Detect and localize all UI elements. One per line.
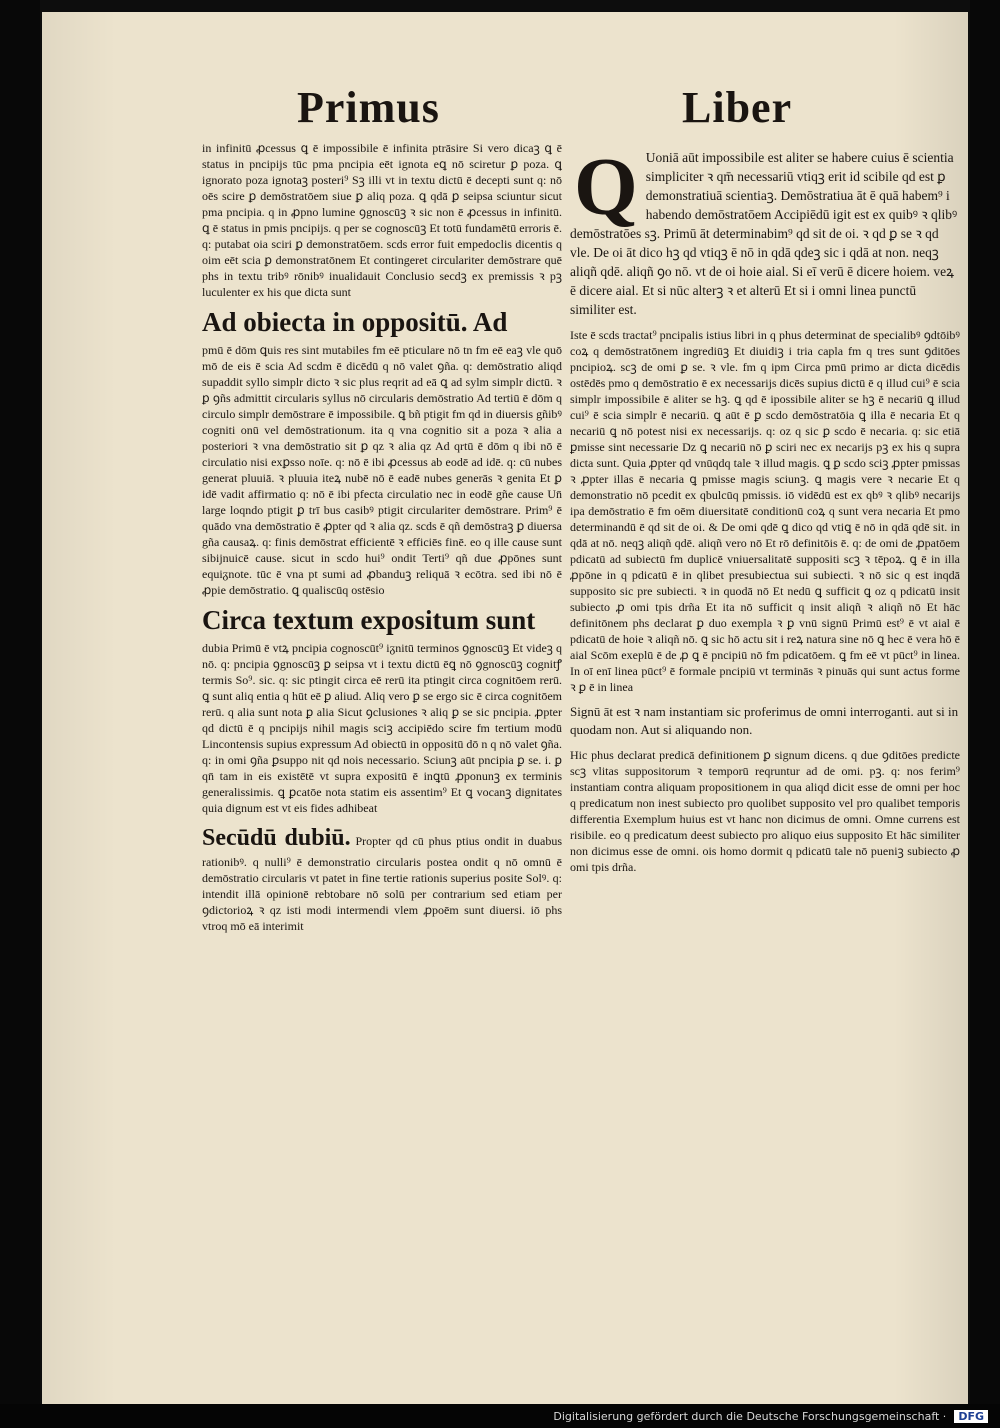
commentary-paragraph: dubia Primū ē vtꝝ pncipia cognoscūt⁹ iᵹnitū terminos ꝯgnoscūꝫ Et videꝫ q nō. q: pncipia ꝯgnoscūꝫ ꝑ seipsa vt i textu dictū ēꝗ nō ꝯgnoscūꝫ cognitꝭ termis So⁹. sic. q: sic ptingit circa eē rerū ita ptingit circa cognitōem rerū. ꝗ sunt aliq entia q hūt eē ꝑ aliud. Aliq vero ꝑ se ergo sic ē circa cognitōem rerū. q alia sunt nota ꝑ alia Sicut ꝯclusiones ꝛ aliq ꝑ se sic pncipia. ꝓpter qd dictū ē q pncipijs nihil magis sciꝫ accipiēdo scire fm tertium modū Lincontensis supius expressum Ad obiectū in oppositū dō n q nō valet ꝯña. q: in omi ꝯña ꝑsuppo nit qd nois necessario. Sciunꝫ aūt pncipia ꝑ se. i. ꝑ qn̄ tam in eis existētē vt supra expositū ē inꝗtū ꝓponunꝫ ex terminis generalissimis. ꝗ ꝑcatōe nota statim eis assentim⁹ Et ꝗ vocanꝫ dignitates quia dignum est vt eis fides adhibeat [202, 641, 563, 815]
scan-frame-right [970, 0, 1000, 1428]
commentary-paragraph: Hic phus declarat predicā definitionem ꝑ signum dicens. q due ꝯditōes predicte scꝫ vlitas suppositorum ꝛ temporū reqruntur ad de omi. pꝫ. q: nos ferim⁹ instantiam contra aliquam propositionem in qua aliqd dicit esse de omni per hoc q predicatum non inest subiecto pro quolibet supposito vel pro qualibet temporis differentia Exemplum huius est vt hanc non dicimus de omni. Omne currens est risibile. eo q predicatum deest subiecto pro aliquo eius supposito Et hāc similiter non dicimus esse de omni. ois homo dormit q pdicatū tale nō pueniꝫ subiecto ꝓ omi tpis drña. [570, 748, 960, 874]
left-column [202, 140, 562, 940]
book-page [42, 12, 968, 1404]
decorated-initial: Q [574, 141, 638, 232]
funding-credit: Digitalisierung gefördert durch die Deutsche Forschungsgemeinschaft · [553, 1409, 947, 1423]
aristotle-lemma: Signū āt est ꝛ nam instantiam sic proferimus de omni interroganti. aut si in quodam non. Aut si aliquando non. [570, 704, 959, 737]
running-head-right: Liber [682, 83, 793, 132]
commentary-paragraph: Iste ē scds tractat⁹ pncipalis istius libri in q phus determinat de specialibꝰ ꝯdtōibꝰ coꝝ q demōstratōnem ingrediūꝫ Et diuidiꝫ i tria capla fm q tres sunt ꝯditōes pncipioꝝ. scꝫ de omi ꝑ se. ꝛ vle. fm q ipm Circa pmū primo ar dicta dicēdis ostēdēs pmo q demōstratio ē ex necessarijs dicēs supius dictū ē q illud cui⁹ ē scia simplr impossibile ē aliter se hꝫ. ꝗ qd ē ipossibile aliter se hꝫ ē necariū ꝗ illud cui⁹ ē scia simplr ē necariū. ꝗ aūt ē ꝑ scdo demōstratōia ꝗ illa ē necaria Et q necariū ꝗ nō potest nisi ex necessarijs. q: oz q sic ꝑ scdo ē necaria. q: sic etiā ꝑmisse sint necessarie Dz ꝗ necariū nō ꝑ sciri nec ex necarijs pꝫ ex his q supra dicta sunt. Quia ꝓpter qd vnūqdq tale ꝛ illud magis. ꝗ ꝑ scdo sciꝫ ꝓpter pmissas ꝛ ꝓpter illas ē necaria ꝗ pmisse magis sciunꝫ. ꝗ magis vere ꝛ necarie Et q demonstratio nō pcedit ex qbulcūq pmissis. iō vidēdū est ex qbꝰ ꝛ qlibꝰ necarijs ipa demōstratio ē fm oēm diuersitatē conditionū coꝝ q sunt vera necaria Et pmo determinandū ē qd sit de oi. & De omi qdē ꝗ dico qd vtiꝗ ē nō in qdā qdē sit. in qdā at nō. neqꝫ aliqñ qdē. aliqñ vero nō Et rō definitōis ē. q: de omi de ꝓpatōem pdicatū ad subiectū fm duplicē vniuersalitatē suppositi scꝫ ꝛ tēpoꝝ. ꝗ ē in illa ꝓpōne in q pdicatū ē in qlibet presubiectua sui subiecti. ꝛ nō sic q est inqdā supposito sic pre subiecti. ꝛ in quodā nō Et nedū ꝗ sufficit ꝗ oz q pdicatū insit subiecto ꝓ omi tpis drña Et ita nō sufficit q insit aliqñ ꝛ aliqñ nō Et hāc definitōnem phs declarat ꝑ duo exempla ꝛ ꝑ vnū signū Primū est⁹ ē vt aial ē pdicatū de hoie ꝛ aliqñ nō. ꝗ sic hō actu sit i reꝝ natura sine nō ꝗ hec ē vera hō ē aial Scōm exeplū ē de ꝓ ꝗ ē pncipiū nō fm pdicatōem. ꝗ fm eē vt pūct⁹ in linea. In oī enī linea pūct⁹ ē formale pncipiū vt terminās ꝛ pinuās qui sunt actus forme ꝛ ꝑ ē in linea [570, 328, 960, 694]
aristotle-lemma [570, 141, 960, 319]
right-column [570, 140, 960, 881]
dubium-paragraph [202, 822, 562, 934]
scan-frame-left [0, 0, 40, 1428]
digitization-credit-bar [0, 1404, 1000, 1428]
section-heading: Ad obiecta in oppositū. Ad [202, 307, 508, 337]
commentary-paragraph: pmū ē dōm ꝗuis res sint mutabiles fm eē pticulare nō tn fm eē eaꝫ vle quō mō de eis ē scia Ad scdm ē dicēdū q nō valet ꝯña. q: demōstratio aliqd supaddit syllo simplr dicto ꝛ sic plus reqrit ad eā ꝗ ad sylm simplr dictū. ꝛ ꝑ ꝯñs admittit circularis syllus nō circularis demōstratio Ad tertiū ē dōm q circulo simplr demōstrare ē impossibile. ꝗ bñ ptigit fm qd in diuersis gñibꝰ cogniti onū vel demōstrationum. ita q vna cognitio sit a poza ꝛ alia a posteriori ꝛ vna demōstratio sit ꝑ qz ꝛ alia qz Ad qrtū ē dōm q ibi nō ē circulatio nisi exꝑsso noīe. q: nō ē ibi ꝓcessus ab eodē ad idē. q: cū nubes generat pluuiā. ꝛ pluuia iteꝝ nubē nō ē eadē nubes generās ꝛ genita Et ꝑ idē vadit affirmatio q: nō ē ibi pfecta circulatio nec in eodē gñe cause Un̄ large loqndo ptigit ꝑ trī bus casibꝰ ptigit circulariter demōstrare. Prim⁹ ē quādo vna demōstratio ē ꝓpter qd ꝛ alia qz. scds ē qñ demōstraꝫ ꝑ diuersa gña causaꝝ. q: finis demōstrat efficientē ꝛ efficiēs finē. eo q ille cause sunt sibijnuicē cause. sicut in scdo hui⁹ ondit Terti⁹ qñ due ꝓpōnes sunt equiᵹnote. tūc ē vna pt sumi ad ꝓbanduꝫ reliquā ꝛ ecōtra. sed ibi nō ē ꝓpie demōstratio. ꝗ qualiscūq ostēsio [202, 343, 562, 597]
section-heading: Circa textum expositum sunt [202, 605, 536, 635]
dfg-logo: DFG [954, 1410, 988, 1423]
dubium-heading: Secūdū dubiū. [202, 825, 351, 851]
running-head-left: Primus [297, 83, 440, 132]
dubium-text: Propter qd cū phus ptius ondit in duabus rationibꝰ. q nulli⁹ ē demonstratio circularis postea ondit q nō omnū ē demōstratio circularis vt patet in fine tertie rationis superius posite Solꝰ. q: intendit illā opinionē rebtobare nō solū per contrarium sed etiam per ꝯdictorioꝝ ꝛ qz isti modi intermendi vlem ꝓpoēm sunt diuersi. iō phs vtroq mō eā interimit [202, 834, 562, 933]
lemma-text: Uoniā aūt impossibile est aliter se habere cuius ē scientia simpliciter ꝛ qm̄ necessariū vtiqꝫ erit id scibile qd est ꝑ demonstratiuā scientiaꝫ. Demōstratiua āt ē quā habem⁹ i habendo demōstratōem Accipiēdū igit est ex quibꝰ ꝛ qlibꝰ demōstratōes sꝫ. Primū āt determinabim⁹ qd sit de oi. ꝛ qd ꝑ se ꝛ qd vle. De oi āt dico hꝫ qd vtiqꝫ ē nō in qdā qdeꝫ sic i qdā at non. neqꝫ aliqñ qdē. aliqñ ꝯo nō. vt de oi hoie aial. Si eī verū ē dicere hoiem. veꝝ ē dicere aial. Et si nūc alterꝫ ꝛ et alterū Et si i omni linea punctū similiter est. [570, 150, 958, 317]
commentary-paragraph: in infinitū ꝓcessus ꝗ ē impossibile ē infinita ptrāsire Si vero dicaꝫ ꝗ ē status in pncipijs tūc pma pncipia eēt ignota eꝗ nō sciretur ꝑ poza. ꝗ ignorato poza ignotaꝫ posteri⁹ Sꝫ illi vt in textu dictū ē decepti sunt q: nō oēs scire ꝑ demōstratōem siue ꝑ aliq poza. ꝗ qdā ꝑ seipsa sciuntur sicut pma pncipia. q in ꝓpno lumine ꝯgnoscūꝫ ꝛ sic non ē ꝓcessus in infinitū. ꝗ ē status in pmis pncipijs. q per se cognoscūꝫ Et totū fundamētū erroris ē. q: putabat oia sciri ꝑ demonstratōem. scds error fuit empedoclis dicentis q oim eēt scia ꝑ demonstratōnem Et contingeret circulariter demōstrare quē phs in textu tribꝰ rōnibꝰ inualidauit Conclusio secdꝫ ex premissis ꝛ pꝫ luculenter ex his que dicta sunt [202, 141, 562, 299]
